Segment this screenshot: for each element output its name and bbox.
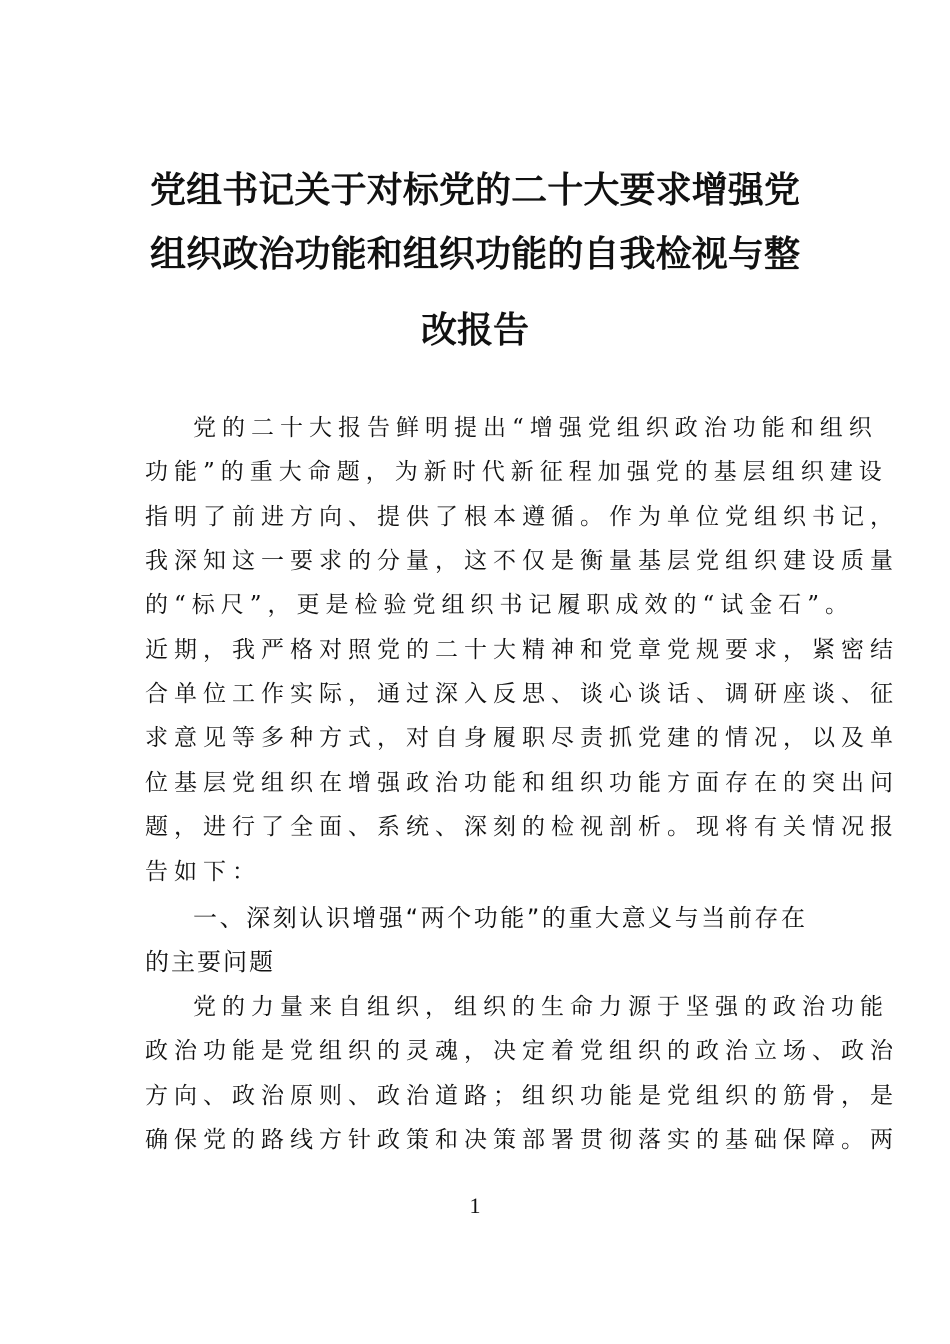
page-number: 1 xyxy=(469,1193,481,1218)
text-line: 党的二十大报告鲜明提出“增强党组织政治功能和组织 xyxy=(193,415,878,441)
text-line: 功能”的重大命题，为新时代新征程加强党的基层组织建设 xyxy=(145,459,888,485)
text-line: 方向、政治原则、政治道路；组织功能是党组织的筋骨，是 xyxy=(145,1083,899,1109)
text-line: 的“标尺”，更是检验党组织书记履职成效的“试金石”。 xyxy=(145,592,855,618)
text-line: 题，进行了全面、系统、深刻的检视剖析。现将有关情况报 xyxy=(145,814,899,840)
title-line: 改报告 xyxy=(420,309,529,351)
text-line: 求意见等多种方式，对自身履职尽责抓党建的情况，以及单 xyxy=(145,725,899,751)
heading-line: 一、深刻认识增强“两个功能”的重大意义与当前存在 xyxy=(193,904,807,932)
text-line: 位基层党组织在增强政治功能和组织功能方面存在的突出问 xyxy=(145,770,899,796)
text-line: 党的力量来自组织，组织的生命力源于坚强的政治功能 xyxy=(193,994,889,1020)
heading-line: 的主要问题 xyxy=(145,948,275,976)
text-line: 近期，我严格对照党的二十大精神和党章党规要求，紧密结 xyxy=(145,637,899,663)
text-line: 确保党的路线方针政策和决策部署贯彻落实的基础保障。两 xyxy=(145,1127,899,1153)
text-line: 政治功能是党组织的灵魂，决定着党组织的政治立场、政治 xyxy=(145,1038,899,1064)
text-line: 合单位工作实际，通过深入反思、谈心谈话、调研座谈、征 xyxy=(145,681,899,707)
text-line: 指明了前进方向、提供了根本遵循。作为单位党组织书记， xyxy=(145,504,899,530)
title-line: 组织政治功能和组织功能的自我检视与整 xyxy=(150,233,800,275)
text-line: 告如下： xyxy=(145,859,261,885)
text-line: 我深知这一要求的分量，这不仅是衡量基层党组织建设质量 xyxy=(145,548,899,574)
title-line: 党组书记关于对标党的二十大要求增强党 xyxy=(150,169,800,211)
